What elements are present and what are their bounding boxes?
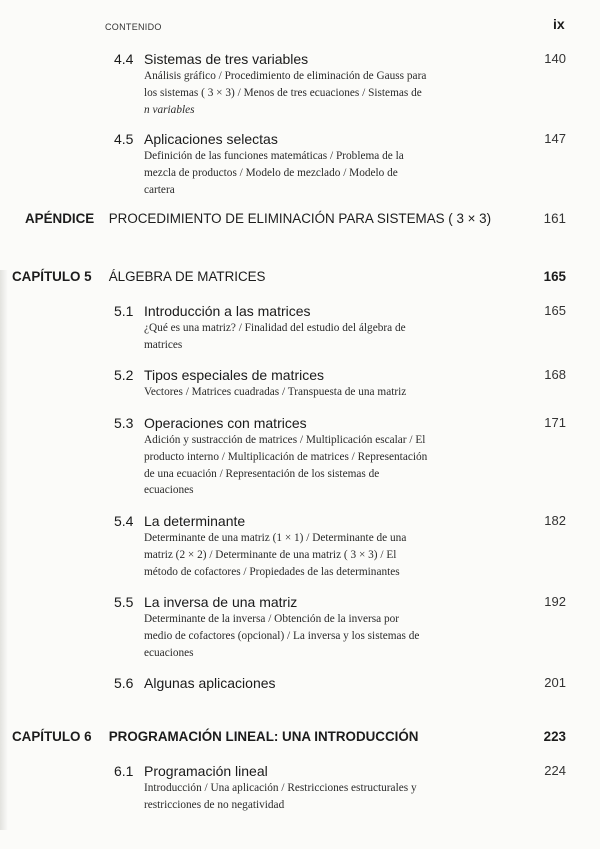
section-page: 192 [544,594,566,609]
toc-entry-5-2[interactable] [114,367,570,401]
section-page: 201 [544,675,566,690]
toc-entry-5-6[interactable] [114,675,570,692]
appendix-title: PROCEDIMIENTO DE ELIMINACIÓN PARA SISTEMAS ( 3 × 3) [108,211,492,226]
section-heading: 5.5 La inversa de una matriz [114,594,298,610]
toc-entry-5-3[interactable] [114,415,570,499]
section-topics: Definición de las funciones matemáticas / Problema de la mezcla de productos / Modelo de mezclado / Modelo de cartera [144,150,404,196]
section-page: 165 [544,303,566,318]
chapter-label: CAPÍTULO 6 [12,729,92,744]
page-number: ix [553,16,565,32]
section-topics: Determinante de una matriz (1 × 1) / Determinante de una matriz (2 × 2) / Determinante de una matriz ( 3 × 3) / El método de cofactores / Propiedades de las determinantes [144,532,407,578]
chapter-page: 165 [543,269,566,284]
section-topics: Vectores / Matrices cuadradas / Transpuesta de una matriz [144,386,407,398]
section-heading: 5.4 La determinante [114,513,246,529]
section-topics: Análisis gráfico / Procedimiento de eliminación de Gauss para los sistemas ( 3 × 3) / Menos de tres ecuaciones / Sistemas de n variables [144,70,427,116]
section-topics: Introducción / Una aplicación / Restricciones estructurales y restricciones de no negatividad [144,782,417,811]
section-heading: 4.5 Aplicaciones selectas [114,131,278,147]
section-page: 168 [544,367,566,382]
toc-chapter-5[interactable] [12,269,570,284]
page-edge-shadow [0,270,8,830]
section-heading: 6.1 Programación lineal [114,763,268,779]
toc-entry-5-4[interactable] [114,513,570,580]
section-page: 182 [544,513,566,528]
toc-entry-4-4[interactable] [114,51,570,118]
running-header: CONTENIDO [105,22,162,32]
toc-entry-appendix[interactable] [25,211,570,226]
section-topics: ¿Qué es una matriz? / Finalidad del estudio del álgebra de matrices [144,322,406,351]
section-heading: 5.3 Operaciones con matrices [114,415,307,431]
toc-entry-6-1[interactable] [114,763,570,814]
section-page: 224 [544,763,566,778]
section-heading: 5.6 Algunas aplicaciones [114,675,276,691]
toc-entry-5-5[interactable] [114,594,570,661]
section-heading: 4.4 Sistemas de tres variables [114,51,309,67]
section-page: 147 [544,131,566,146]
toc-chapter-6[interactable] [12,729,570,744]
section-page: 140 [544,51,566,66]
toc-entry-4-5[interactable] [114,131,570,198]
chapter-title: ÁLGEBRA DE MATRICES [108,269,266,284]
chapter-title: PROGRAMACIÓN LINEAL: UNA INTRODUCCIÓN [108,729,419,744]
chapter-label: CAPÍTULO 5 [12,269,92,284]
section-heading: 5.1 Introducción a las matrices [114,303,311,319]
section-heading: 5.2 Tipos especiales de matrices [114,367,325,383]
section-topics: Determinante de la inversa / Obtención de la inversa por medio de cofactores (opcional) / La inversa y los sistemas de ecuaciones [144,613,420,659]
appendix-label: APÉNDICE [25,211,95,226]
section-page: 171 [544,415,566,430]
toc-entry-5-1[interactable] [114,303,570,354]
chapter-page: 223 [543,729,566,744]
section-topics: Adición y sustracción de matrices / Multiplicación escalar / El producto interno / Multiplicación de matrices / Representación de una ecuación / Representación de los sistemas de ecuaciones [144,434,428,497]
appendix-page: 161 [543,211,566,226]
